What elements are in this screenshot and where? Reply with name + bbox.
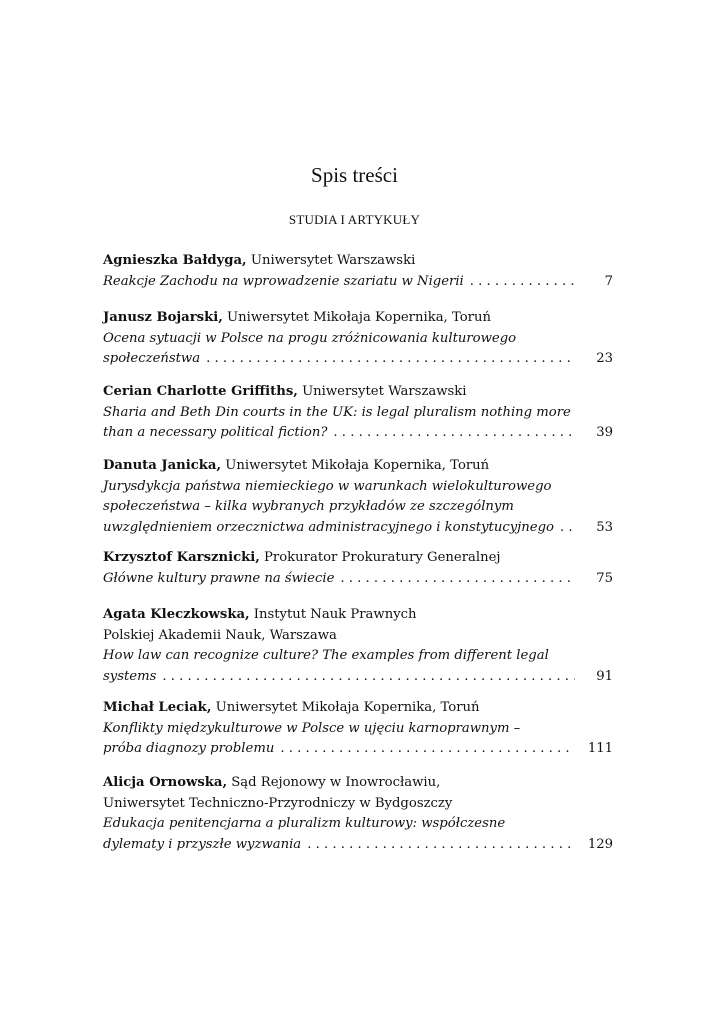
toc-title-line [103, 349, 613, 370]
page-number: 111 [587, 741, 613, 756]
article-title: Główne kultury prawne na świecie [103, 570, 335, 586]
affiliation: Sąd Rejonowy w Inowrocławiu, [227, 775, 441, 790]
article-title: społeczeństwa – kilka wybranych przykładów ze szczególnym [103, 499, 514, 514]
article-title: Jurysdykcja państwa niemieckiego w warunkach wielokulturowego [103, 478, 552, 494]
article-title: systems [103, 668, 157, 684]
toc-title-line [103, 423, 613, 444]
toc-title-line [103, 667, 613, 688]
toc-title-line [103, 272, 613, 293]
affiliation: Instytut Nauk Prawnych [249, 607, 417, 622]
article-title: uwzględnieniem orzecznictwa administracyjnego i konstytucyjnego [103, 519, 554, 535]
author-name: Cerian Charlotte Griffiths, [103, 384, 298, 399]
article-title: Ocena sytuacji w Polsce na progu zróżnicowania kulturowego [103, 330, 517, 346]
toc-entry[interactable] [103, 773, 613, 855]
dot-leader [307, 835, 575, 856]
toc-entry[interactable] [103, 698, 613, 760]
page-number: 75 [596, 570, 613, 586]
article-title: próba diagnozy problemu [103, 741, 275, 756]
author-name: Janusz Bojarski, [103, 310, 223, 325]
toc-title-line [103, 569, 613, 590]
author-name: Danuta Janicka, [103, 458, 222, 473]
toc-title-line [103, 739, 613, 760]
affiliation: Uniwersytet Warszawski [297, 384, 467, 399]
article-title: społeczeństwa [103, 351, 201, 366]
article-title: Reakcje Zachodu na wprowadzenie szariatu w Nigerii [103, 273, 464, 289]
affiliation: Uniwersytet Mikołaja Kopernika, Toruń [222, 310, 491, 325]
section-heading: STUDIA I ARTYKUŁY [288, 212, 421, 227]
toc-entry[interactable] [103, 382, 613, 444]
affiliation: Uniwersytet Mikołaja Kopernika, Toruń [221, 458, 490, 473]
dot-leader [333, 423, 575, 444]
author-name: Krzysztof Karsznicki, [103, 550, 260, 565]
page-number: 23 [596, 351, 613, 366]
author-name: Agata Kleczkowska, [103, 607, 250, 622]
dot-leader [470, 272, 575, 293]
page-number: 91 [596, 668, 613, 684]
toc-entry[interactable] [103, 548, 613, 589]
page-title: Spis treści [311, 163, 398, 187]
dot-leader [206, 349, 575, 370]
dot-leader [560, 518, 575, 539]
dot-leader [340, 569, 575, 590]
article-title: Konflikty międzykulturowe w Polsce w ujęciu karnoprawnym – [103, 720, 521, 736]
article-title: Sharia and Beth Din courts in the UK: is legal pluralism nothing more [103, 404, 571, 420]
article-title: Edukacja penitencjarna a pluralizm kulturowy: współczesne [103, 816, 506, 831]
toc-title-line [103, 518, 613, 539]
affiliation: Polskiej Akademii Nauk, Warszawa [103, 627, 337, 643]
toc-entry[interactable] [103, 308, 613, 370]
page-number: 53 [596, 519, 613, 535]
affiliation: Prokurator Prokuratury Generalnej [259, 550, 501, 565]
dot-leader [280, 739, 575, 760]
article-title: How law can recognize culture? The examples from different legal [103, 648, 549, 663]
toc-title-line [103, 835, 613, 856]
affiliation: Uniwersytet Techniczno-Przyrodniczy w Bydgoszczy [103, 795, 453, 811]
affiliation: Uniwersytet Warszawski [246, 253, 416, 268]
dot-leader [162, 667, 575, 688]
article-title: than a necessary political fiction? [103, 425, 328, 440]
page-number: 129 [587, 836, 613, 852]
page-number: 39 [596, 425, 613, 440]
affiliation: Uniwersytet Mikołaja Kopernika, Toruń [211, 700, 480, 715]
toc-entry[interactable] [103, 251, 613, 292]
page-number: 7 [604, 273, 613, 289]
author-name: Michał Leciak, [103, 700, 212, 715]
toc-entry[interactable] [103, 456, 613, 538]
toc-entry[interactable] [103, 605, 613, 687]
author-name: Agnieszka Bałdyga, [103, 253, 247, 268]
author-name: Alicja Ornowska, [103, 775, 228, 790]
article-title: dylematy i przyszłe wyzwania [103, 836, 302, 852]
